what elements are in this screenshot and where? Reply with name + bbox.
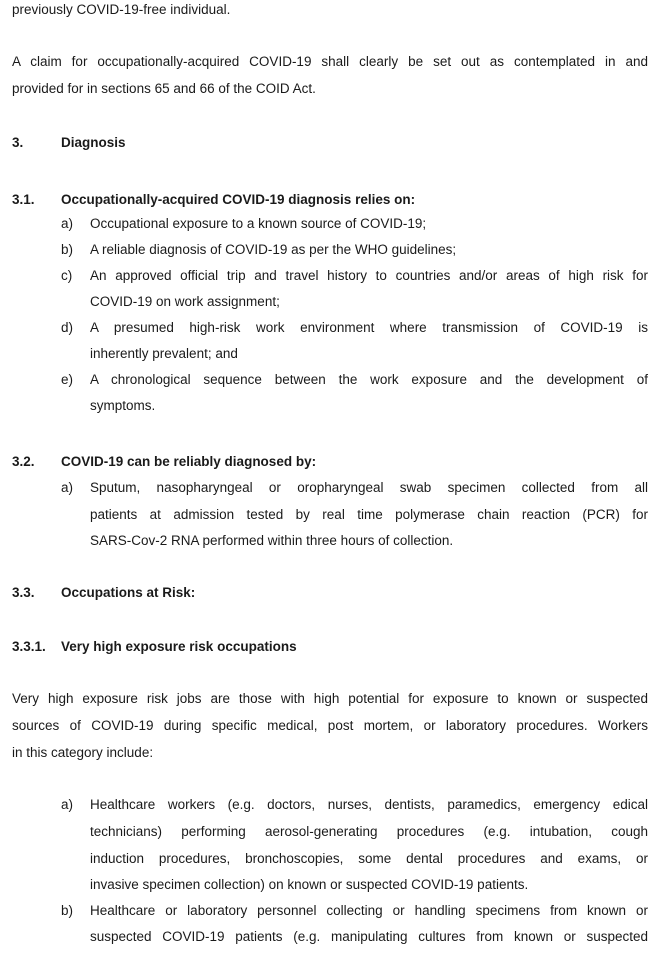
list-item: COVID-19 on work assignment; <box>90 294 280 309</box>
section-number: 3.3.1. <box>12 639 46 654</box>
list-marker: a) <box>61 797 74 812</box>
list-item: Sputum, nasopharyngeal or oropharyngeal swab specimen collected from all <box>90 480 648 495</box>
list-marker: c) <box>61 268 73 283</box>
list-item: Healthcare workers (e.g. doctors, nurses, dentists, paramedics, emergency edical <box>90 797 648 812</box>
section-number: 3. <box>12 135 24 150</box>
list-item: Occupational exposure to a known source of COVID-19; <box>90 216 427 231</box>
intro-line: previously COVID-19-free individual. <box>12 2 231 17</box>
section-number: 3.2. <box>12 454 35 469</box>
list-item: technicians) performing aerosol-generating procedures (e.g. intubation, cough <box>90 824 648 839</box>
list-item: inherently prevalent; and <box>90 346 238 361</box>
section-heading: Diagnosis <box>61 135 126 150</box>
list-marker: a) <box>61 216 74 231</box>
list-item: invasive specimen collection) on known or suspected COVID-19 patients. <box>90 877 529 892</box>
list-item: suspected COVID-19 patients (e.g. manipulating cultures from known or suspected <box>90 929 648 944</box>
paragraph-line: in this category include: <box>12 745 154 760</box>
list-item: An approved official trip and travel history to countries and/or areas of high risk for <box>90 268 648 283</box>
list-marker: e) <box>61 372 74 387</box>
list-marker: b) <box>61 903 74 918</box>
list-item: induction procedures, bronchoscopies, some dental procedures and exams, or <box>90 851 648 866</box>
intro-paragraph-line: A claim for occupationally-acquired COVID-19 shall clearly be set out as contemplated in and <box>12 54 648 69</box>
section-heading: COVID-19 can be reliably diagnosed by: <box>61 454 317 469</box>
list-item: A presumed high-risk work environment where transmission of COVID-19 is <box>90 320 648 335</box>
section-heading: Occupations at Risk: <box>61 585 196 600</box>
list-item: A reliable diagnosis of COVID-19 as per the WHO guidelines; <box>90 242 457 257</box>
section-heading: Occupationally-acquired COVID-19 diagnosis relies on: <box>61 192 416 207</box>
section-heading: Very high exposure risk occupations <box>61 639 297 654</box>
list-marker: a) <box>61 480 74 495</box>
list-item: Healthcare or laboratory personnel collecting or handling specimens from known or <box>90 903 648 918</box>
section-number: 3.1. <box>12 192 35 207</box>
list-item: SARS-Cov-2 RNA performed within three hours of collection. <box>90 533 454 548</box>
list-item: A chronological sequence between the work exposure and the development of <box>90 372 648 387</box>
paragraph-line: Very high exposure risk jobs are those with high potential for exposure to known or suspected <box>12 691 648 706</box>
list-marker: d) <box>61 320 74 335</box>
section-number: 3.3. <box>12 585 35 600</box>
list-marker: b) <box>61 242 74 257</box>
paragraph-line: sources of COVID-19 during specific medical, post mortem, or laboratory procedures. Workers <box>12 718 648 733</box>
list-item: patients at admission tested by real time polymerase chain reaction (PCR) for <box>90 507 648 522</box>
list-item: symptoms. <box>90 398 156 413</box>
intro-paragraph-line: provided for in sections 65 and 66 of the COID Act. <box>12 81 316 96</box>
